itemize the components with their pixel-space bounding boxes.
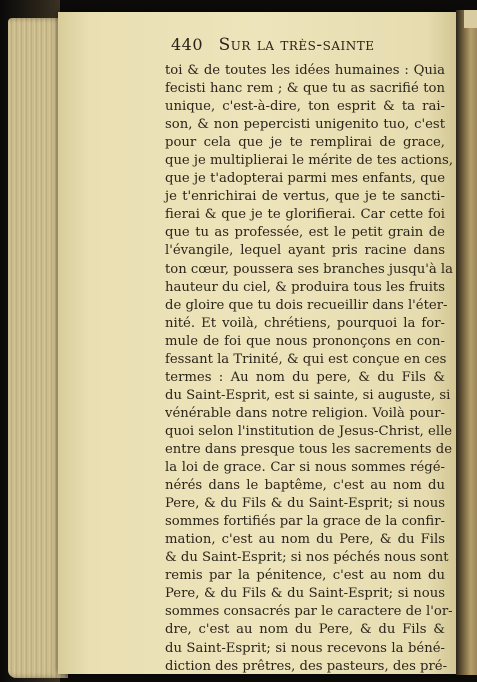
text-line: que je multiplierai le mérite de tes actions,: [165, 153, 454, 169]
text-line: quoi selon l'institution de Jesus-Christ, elle: [165, 423, 453, 439]
text-line: fierai & que je te glorifierai. Car cette foi: [165, 207, 445, 223]
text-line: termes : Au nom du pere, & du Fils &: [165, 369, 445, 385]
facing-page-edge: [456, 10, 477, 675]
text-line: unique, c'est-à-dire, ton esprit & ta rai-: [165, 99, 445, 115]
text-line: Pere, & du Fils & du Saint-Esprit; si nous: [165, 496, 445, 512]
text-line: vénérable dans notre religion. Voilà pour-: [165, 405, 445, 421]
text-line: Pere, & du Fils & du Saint-Esprit; si nous: [165, 586, 445, 602]
text-line: remis par la pénitence, c'est au nom du: [165, 568, 445, 584]
text-line: de gloire que tu dois recueillir dans l'éter-: [165, 297, 448, 313]
text-line: diction des prêtres, des pasteurs, des pré-: [165, 658, 448, 674]
facing-page-corner: [464, 10, 477, 28]
text-line: je t'enrichirai de vertus, que je te sancti-: [165, 189, 445, 205]
text-line: mule de foi que nous prononçons en con-: [165, 333, 445, 349]
text-line: nité. Et voilà, chrétiens, pourquoi la for-: [165, 315, 445, 331]
text-line: que je t'adopterai parmi mes enfants, que: [165, 171, 445, 187]
text-line: sommes consacrés par le caractere de l'or-: [165, 604, 453, 620]
text-line: & du Saint-Esprit; si nos péchés nous sont: [165, 550, 449, 566]
text-line: pour cela que je te remplirai de grace,: [165, 135, 445, 151]
text-line: l'évangile, lequel ayant pris racine dans: [165, 243, 445, 259]
text-line: fecisti hanc rem ; & que tu as sacrifié ton: [165, 81, 445, 97]
text-line: du Saint-Esprit, est si sainte, si auguste, si: [165, 387, 451, 403]
text-line: ton cœur, poussera ses branches jusqu'à la: [165, 261, 453, 277]
text-line: mation, c'est au nom du Pere, & du Fils: [165, 532, 445, 548]
text-line: que tu as professée, est le petit grain de: [165, 225, 445, 241]
text-line: son, & non pepercisti unigenito tuo, c'est: [165, 117, 445, 133]
text-line: fessant la Trinité, & qui est conçue en ces: [165, 351, 447, 367]
text-line: sommes fortifiés par la grace de la confir-: [165, 514, 445, 530]
text-line: hauteur du ciel, & produira tous les fruits: [165, 279, 445, 295]
text-line: toi & de toutes les idées humaines : Quia: [165, 63, 445, 78]
page-number: 440: [171, 35, 204, 54]
running-title: Sur la très-sainte: [218, 35, 375, 55]
body-text: [165, 62, 454, 676]
text-line: dre, c'est au nom du Pere, & du Fils &: [165, 622, 445, 638]
text-line: la loi de grace. Car si nous sommes régé-: [165, 460, 445, 476]
running-head: [171, 35, 441, 55]
text-line: du Saint-Esprit; si nous recevons la béné-: [165, 640, 445, 656]
text-line: entre dans presque tous les sacrements de: [165, 441, 453, 457]
text-line: nérés dans le baptême, c'est au nom du: [165, 478, 445, 494]
